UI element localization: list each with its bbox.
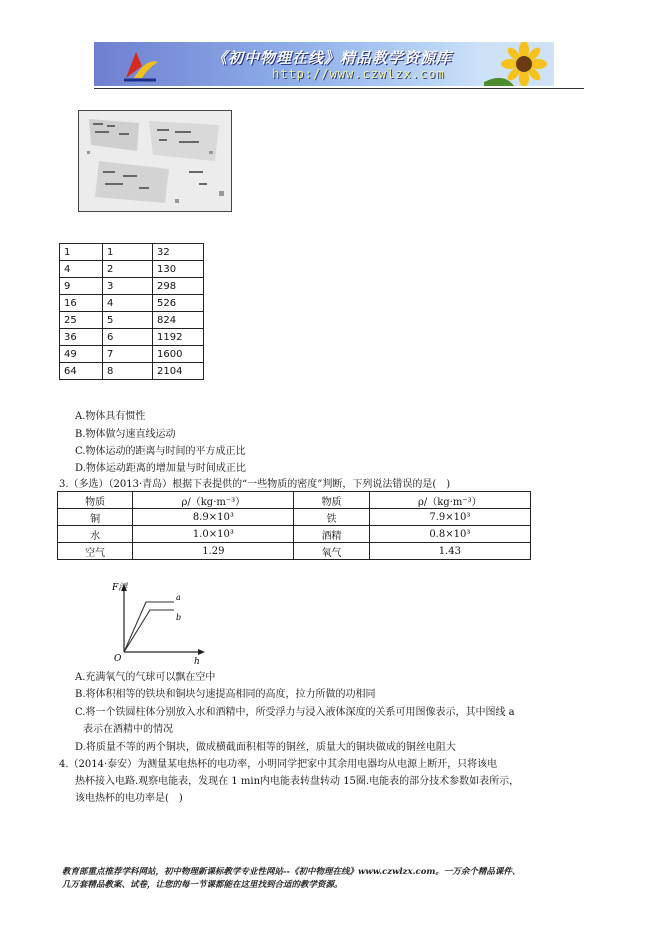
banner-url[interactable]: http://www.czwlzx.com [272, 67, 445, 81]
q3-option-d: D.将质量不等的两个铜块，做成横截面积相等的铜丝，质量大的铜块做成的铜丝电阻大 [75, 742, 456, 753]
footer-line-1: 教育部重点推荐学科网站，初中物理新课标教学专业性网站--《初中物理在线》www.czwlzx.com。一万余个精品课件、 [62, 867, 521, 877]
q2-option-c: C.物体运动的距离与时间的平方成正比 [75, 446, 246, 457]
table-cell: 5 [103, 312, 153, 329]
line-a-label: a [176, 593, 181, 602]
table-row [60, 346, 204, 363]
table-cell: 8 [103, 363, 153, 380]
table-cell: 1.0×10³ [133, 526, 294, 543]
table-cell: 1.43 [369, 543, 530, 560]
header-cell: ρ/（kg·m⁻³） [133, 492, 294, 509]
experiment-photo [78, 110, 232, 212]
table-cell: 49 [60, 346, 103, 363]
table-cell: 4 [60, 261, 103, 278]
table-cell: 8.9×10³ [133, 509, 294, 526]
header-banner [94, 42, 554, 86]
table-cell: 130 [153, 261, 204, 278]
page-footer [62, 866, 622, 892]
table-cell: 7.9×10³ [369, 509, 530, 526]
table-row [60, 244, 204, 261]
x-axis-arrow [198, 649, 205, 655]
q3-stem: 3.（多选）（2013·青岛）根据下表提供的“一些物质的密度”判断，下列说法错误的是( ) [59, 479, 451, 490]
origin-label: O [114, 654, 122, 664]
table-row [60, 312, 204, 329]
q2-option-b: B.物体做匀速直线运动 [75, 429, 176, 440]
x-axis-label: h [194, 657, 200, 665]
table-cell: 7 [103, 346, 153, 363]
table-cell: 16 [60, 295, 103, 312]
table-cell: 水 [58, 526, 133, 543]
table-cell: 1 [103, 244, 153, 261]
table-cell: 1 [60, 244, 103, 261]
header-cell: 物质 [294, 492, 369, 509]
table-cell: 酒精 [294, 526, 369, 543]
table-cell: 526 [153, 295, 204, 312]
table-cell: 1600 [153, 346, 204, 363]
table-row [58, 509, 531, 526]
table-cell: 3 [103, 278, 153, 295]
header-rule [94, 88, 584, 89]
y-axis-label: F浮 [112, 583, 128, 593]
table-cell: 铜 [58, 509, 133, 526]
density-table-header [58, 492, 531, 509]
table-row [60, 278, 204, 295]
table-cell: 4 [103, 295, 153, 312]
table-row [60, 295, 204, 312]
table-cell: 1192 [153, 329, 204, 346]
table-cell: 32 [153, 244, 204, 261]
logo-icon [120, 48, 160, 82]
table-cell: 空气 [58, 543, 133, 560]
line-b [124, 610, 174, 652]
q4-line-1: 4.（2014·泰安）为测量某电热杯的电功率，小明同学把家中其余用电器均从电源上断开，只将该电 [59, 759, 498, 770]
table-cell: 0.8×10³ [369, 526, 530, 543]
density-table [57, 491, 531, 560]
table-cell: 1.29 [133, 543, 294, 560]
q3-option-c-cont: 表示在酒精中的情况 [83, 724, 173, 735]
header-cell: ρ/（kg·m⁻³） [369, 492, 530, 509]
buoyancy-graph [110, 580, 210, 665]
paper-tape-image [79, 111, 231, 211]
table-cell: 298 [153, 278, 204, 295]
table-cell: 2 [103, 261, 153, 278]
q4-line-2: 热杯接入电路.观察电能表，发现在 1 min内电能表转盘转动 15圈.电能表的部分技术参数如表所示， [75, 776, 520, 787]
table-row [60, 261, 204, 278]
header-cell: 物质 [58, 492, 133, 509]
data-table-1 [59, 243, 204, 380]
q4-line-3: 该电热杯的电功率是( ) [75, 793, 183, 804]
q3-option-b: B.将体积相等的铁块和铜块匀速提高相同的高度，拉力所做的功相同 [75, 689, 376, 700]
table-row [58, 526, 531, 543]
sunflower-icon [484, 42, 554, 86]
table-cell: 铁 [294, 509, 369, 526]
q2-option-a: A.物体具有惯性 [75, 411, 146, 422]
q3-option-a: A.充满氧气的气球可以飘在空中 [75, 672, 216, 683]
banner-title: 《初中物理在线》精品教学资源库 [212, 49, 453, 67]
table-cell: 2104 [153, 363, 204, 380]
table-cell: 9 [60, 278, 103, 295]
table-row [60, 329, 204, 346]
table-row [58, 543, 531, 560]
table-cell: 氧气 [294, 543, 369, 560]
table-row [60, 363, 204, 380]
q3-option-c: C.将一个铁圆柱体分别放入水和酒精中，所受浮力与浸入液体深度的关系可用图像表示，其中图线 a [75, 707, 515, 718]
q2-option-d: D.物体运动距离的增加量与时间成正比 [75, 463, 246, 474]
table-cell: 824 [153, 312, 204, 329]
footer-line-2: 几万套精品教案、试卷，让您的每一节课都能在这里找到合适的教学资源。 [62, 880, 343, 890]
table-cell: 25 [60, 312, 103, 329]
line-b-label: b [176, 613, 182, 622]
table-cell: 64 [60, 363, 103, 380]
table-cell: 36 [60, 329, 103, 346]
table-cell: 6 [103, 329, 153, 346]
